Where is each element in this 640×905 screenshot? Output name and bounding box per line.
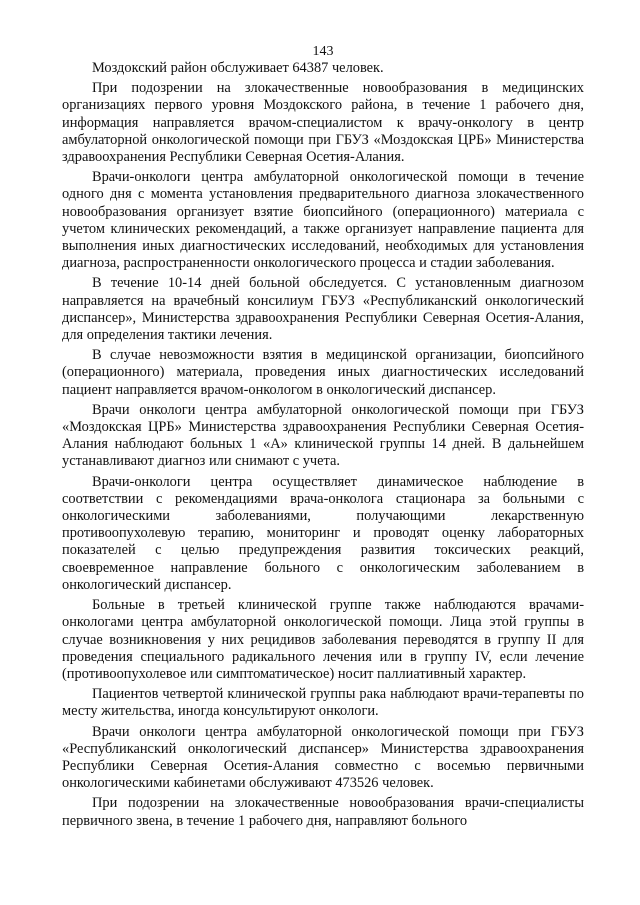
paragraph-population: Моздокский район обслуживает 64387 человек. bbox=[92, 60, 384, 76]
paragraph-primary-referral: При подозрении на злокачественные новообразования врачи-специалисты первичного звена, в течение 1 рабочего дня, направляют больного bbox=[62, 795, 584, 829]
paragraph-referral-procedure: При подозрении на злокачественные новообразования в медицинских организациях первого уровня Моздокского района, в течение 1 рабочего дня, информация направляется врачом-специалистом к врачу-онкологу в центр амбулаторной онкологической помощи при ГБУЗ «Моздокская ЦРБ» Министерства здравоохранения Республики Северная Осетия-Алания. bbox=[62, 80, 584, 166]
paragraph-biopsy-organization: Врачи-онкологи центра амбулаторной онкологической помощи в течение одного дня с момента установления предварительного диагноза злокачественного новообразования организует взятие биопсийного (операционного) материала с учетом клинических рекомендаций, а также организует направление пациента для выполнения иных диагностических исследований, необходимых для установления диагноза, распространенности онкологического процесса и стадии заболевания. bbox=[62, 169, 584, 272]
paragraph-republican-dispensary: Врачи онкологи центра амбулаторной онкологической помощи при ГБУЗ «Республиканский онкологический диспансер» Министерства здравоохранения Республики Северная Осетия-Алания совместно с восемью первичными онкологическими кабинетами обслуживают 473526 человек. bbox=[62, 723, 584, 792]
paragraph-examination-period: В течение 10-14 дней больной обследуется. С установленным диагнозом направляется на врачебный консилиум ГБУЗ «Республиканский онкологический диспансер», Министерства здравоохранения Республики Северная Осетия-Алания, для определения тактики лечения. bbox=[62, 275, 584, 344]
paragraph-third-group: Больные в третьей клинической группе также наблюдаются врачами-онкологами центра амбулаторной онкологической помощи. Лица этой группы в случае возникновения у них рецидивов заболевания переводятся в группу II для проведения специального радикального лечения или в группу IV, если лечение (противоопухолевое или симптоматическое) носит паллиативный характер. bbox=[62, 597, 584, 682]
paragraph-group-1a-observation: Врачи онкологи центра амбулаторной онкологической помощи при ГБУЗ «Моздокская ЦРБ» Министерства здравоохранения Республики Северная Осетия-Алания наблюдают больных 1 «А» клинической группы 14 дней. В дальнейшем устанавливают диагноз или снимают с учета. bbox=[62, 401, 584, 470]
paragraph-biopsy-impossible: В случае невозможности взятия в медицинской организации, биопсийного (операционного) материала, проведения иных диагностических исследований пациент направляется врачом-онкологом в онкологический диспансер. bbox=[62, 347, 584, 398]
paragraph-fourth-group: Пациентов четвертой клинической группы рака наблюдают врачи-терапевты по месту жительства, иногда консультируют онкологи. bbox=[62, 686, 584, 720]
paragraph-dynamic-observation: Врачи-онкологи центра осуществляет динамическое наблюдение в соответствии с рекомендациями врача-онколога стационара за больными с онкологическими заболеваниями, получающими лекарственную противоопухолевую терапию, мониторинг и проводят оценку лабораторных показателей с целью предупреждения развития токсических реакций, своевременное направление больного с онкологическим заболеванием в онкологический диспансер. bbox=[62, 473, 584, 593]
page-number: 143 bbox=[312, 44, 334, 59]
